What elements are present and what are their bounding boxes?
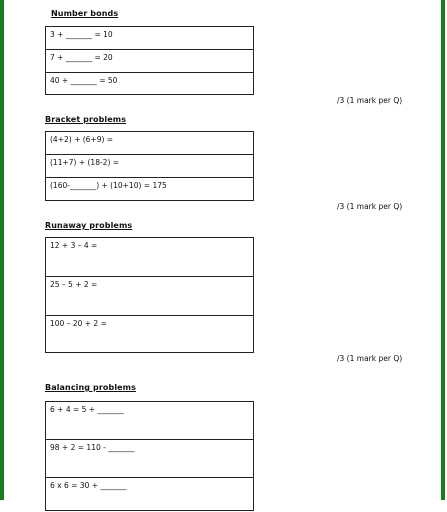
section-heading-balancing-problems: Balancing problems (45, 383, 136, 392)
question-row[interactable]: 3 + _______ = 10 (46, 27, 253, 50)
question-row[interactable]: 6 + 4 = 5 + _______ (46, 402, 253, 440)
section-heading-runaway-problems: Runaway problems (45, 221, 133, 230)
section-heading-number-bonds: Number bonds (51, 9, 119, 18)
question-row[interactable]: (160-_______) + (10+10) = 175 (50, 181, 167, 190)
question-row[interactable]: 100 – 20 + 2 = (50, 319, 107, 328)
question-box-bracket-problems (45, 131, 254, 201)
marks-label: /3 (1 mark per Q) (337, 354, 403, 363)
question-box-balancing-problems (45, 401, 254, 511)
question-box-number-bonds (45, 26, 254, 95)
question-row[interactable]: 7 + _______ = 20 (46, 50, 253, 73)
page-border-left (0, 0, 4, 500)
question-row[interactable]: 98 + 2 = 110 - _______ (46, 440, 253, 478)
question-box-runaway-problems (45, 237, 254, 353)
question-row[interactable]: 6 x 6 = 30 + _______ (50, 481, 127, 490)
question-row[interactable]: 40 + _______ = 50 (50, 76, 118, 85)
question-row[interactable]: (11+7) + (18-2) = (46, 155, 253, 178)
question-row[interactable]: 12 + 3 – 4 = (46, 238, 253, 277)
section-heading-bracket-problems: Bracket problems (45, 115, 127, 124)
marks-label: /3 (1 mark per Q) (337, 202, 403, 211)
page-border-right (441, 0, 445, 500)
marks-label: /3 (1 mark per Q) (337, 96, 403, 105)
question-row[interactable]: 25 – 5 + 2 = (46, 277, 253, 316)
question-row[interactable]: (4+2) + (6+9) = (46, 132, 253, 155)
